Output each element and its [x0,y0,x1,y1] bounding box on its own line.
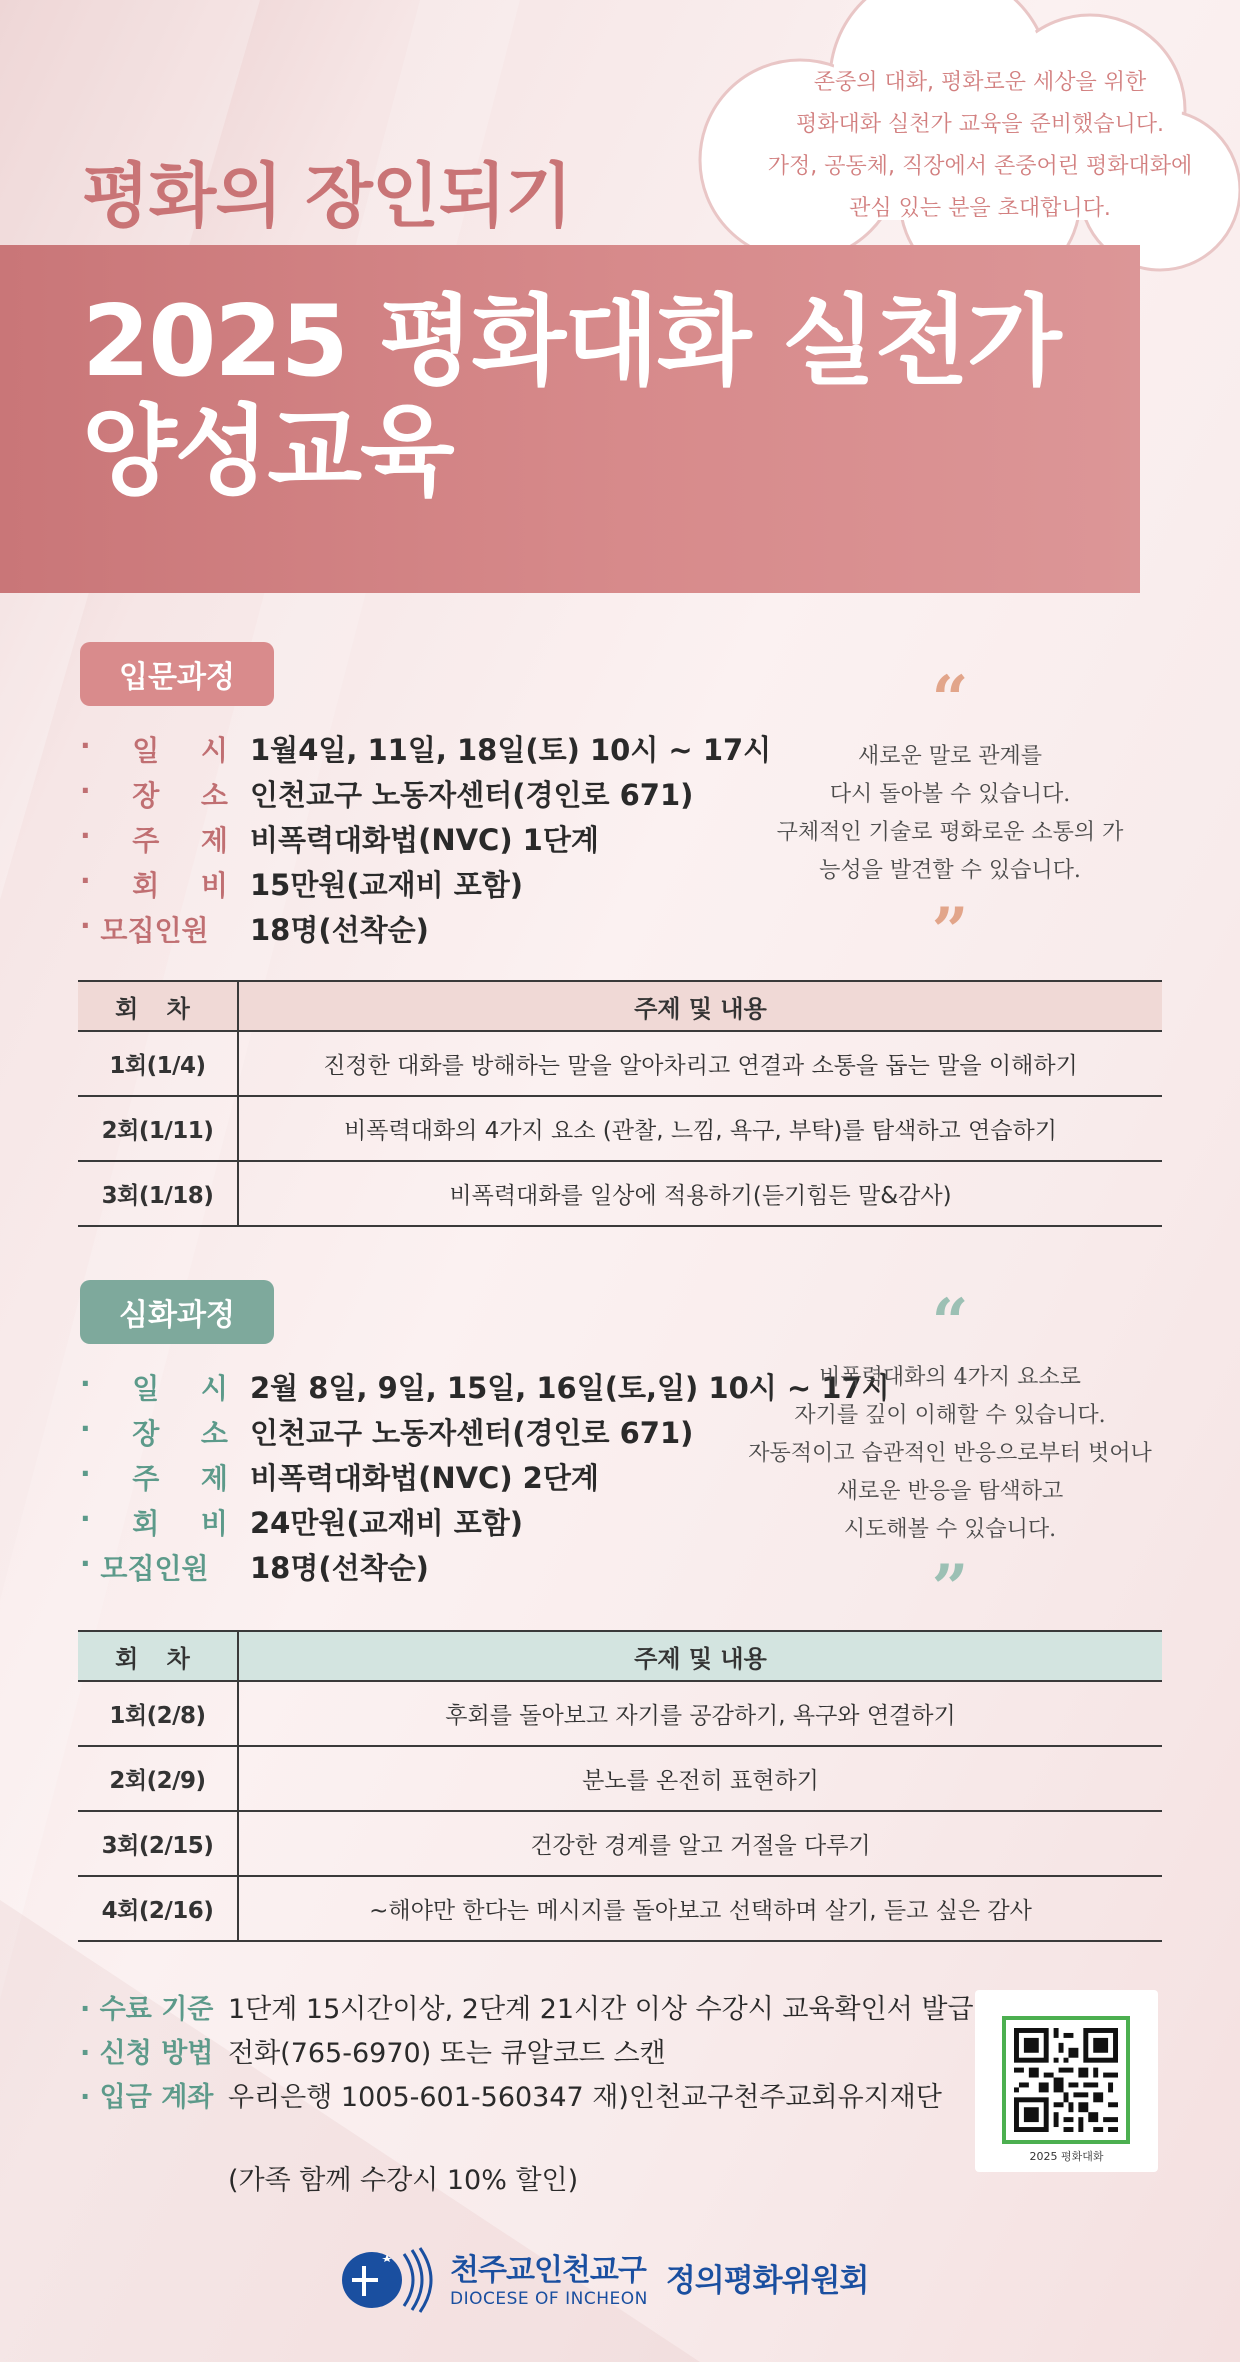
intro-line: 존중의 대화, 평화로운 세상을 위한 [813,70,1147,95]
footer-row-completion [80,1984,974,2028]
table-header: 주제 및 내용 [238,1631,1162,1681]
footer-label: · 수료 기준 [80,1993,214,2025]
table-row [78,1096,1162,1161]
quote-line: 새로운 반응을 탐색하고 [836,1479,1064,1504]
quote-line: 구체적인 기술로 평화로운 소통의 가 [776,820,1124,845]
quote-line: 시도해볼 수 있습니다. [843,1517,1057,1542]
intro-line: 평화대화 실천가 교육을 준비했습니다. [795,112,1164,137]
table-row [78,1681,1162,1746]
course-badge-intro: 입문과정 [80,642,274,706]
table-cell-topic: 비폭력대화를 일상에 적용하기(듣기힘든 말&감사) [238,1161,1162,1226]
logo-name-en: DIOCESE OF INCHEON [450,2289,648,2309]
footer-info-list [80,1984,974,2116]
footer-value: 전화(765-6970) 또는 큐알코드 스캔 [228,2037,666,2069]
info-value: 비폭력대화법(NVC) 2단계 [250,1461,599,1495]
info-value: 18명(선착순) [250,1551,429,1585]
quote-line: 다시 돌아볼 수 있습니다. [829,782,1071,807]
open-quote-icon: “ [931,662,969,737]
qr-code-card[interactable] [975,1990,1158,2172]
table-cell-session: 1회(2/8) [78,1681,238,1746]
quote-line: 비폭력대화의 4가지 요소로 [819,1365,1081,1390]
table-cell-session: 2회(2/9) [78,1746,238,1811]
qr-caption: 2025 평화대화 [1029,2150,1104,2163]
diocese-emblem-icon [338,2240,454,2314]
table-row [78,1811,1162,1876]
table-row [78,1876,1162,1941]
info-row-fee [80,861,771,906]
page-title-line-2: 양성교육 [82,395,453,509]
info-label: · 일 시 [80,728,228,767]
qr-code-icon[interactable] [1002,2016,1130,2144]
info-label: · 장 소 [80,773,228,812]
table-row [78,1746,1162,1811]
footer-value: 우리은행 1005-601-560347 재)인천교구천주교회유지재단 [228,2081,942,2113]
open-quote-icon: “ [931,1285,969,1360]
info-value: 1월4일, 11일, 18일(토) 10시 ~ 17시 [250,733,772,767]
course1-quote [760,662,1140,969]
footer-label: · 입금 계좌 [80,2081,214,2113]
info-label: · 일 시 [80,1366,228,1405]
discount-note: (가족 함께 수강시 10% 할인) [228,2165,579,2196]
table-cell-topic: 진정한 대화를 방해하는 말을 알아차리고 연결과 소통을 돕는 말을 이해하기 [238,1031,1162,1096]
info-value: 15만원(교재비 포함) [250,868,524,902]
table-header-row [78,981,1162,1031]
quote-line: 자기를 깊이 이해할 수 있습니다. [794,1403,1106,1428]
title-banner [0,245,1140,593]
quote-line: 새로운 말로 관계를 [857,744,1042,769]
info-value: 비폭력대화법(NVC) 1단계 [250,823,599,857]
table-cell-session: 4회(2/16) [78,1876,238,1941]
info-value: 2월 8일, 9일, 15일, 16일(토,일) 10시 ~ 17시 [250,1371,890,1405]
info-label: · 주 제 [80,818,228,857]
table-cell-topic: 건강한 경계를 알고 거절을 다루기 [238,1811,1162,1876]
table-cell-topic: 분노를 온전히 표현하기 [238,1746,1162,1811]
course2-schedule-table [78,1630,1162,1942]
quote-line: 능성을 발견할 수 있습니다. [819,858,1081,883]
course-badge-advanced: 심화과정 [80,1280,274,1344]
footer-value: 1단계 15시간이상, 2단계 21시간 이상 수강시 교육확인서 발급 [228,1993,974,2025]
table-header: 주제 및 내용 [238,981,1162,1031]
table-cell-topic: ~해야만 한다는 메시지를 돌아보고 선택하며 살기, 듣고 싶은 감사 [238,1876,1162,1941]
quote-line: 자동적이고 습관적인 반응으로부터 벗어나 [748,1441,1152,1466]
table-header: 회 차 [78,981,238,1031]
info-row-place [80,771,771,816]
info-label: · 장 소 [80,1411,228,1450]
intro-line: 관심 있는 분을 초대합니다. [849,196,1111,221]
course2-quote [735,1285,1165,1626]
footer-row-apply [80,2028,974,2072]
table-cell-topic: 후회를 돌아보고 자기를 공감하기, 욕구와 연결하기 [238,1681,1162,1746]
info-label: · 모집인원 [80,1546,209,1585]
logo-name-ko: 천주교인천교구 [450,2253,646,2288]
table-cell-session: 1회(1/4) [78,1031,238,1096]
table-cell-topic: 비폭력대화의 4가지 요소 (관찰, 느낌, 욕구, 부탁)를 탐색하고 연습하기 [238,1096,1162,1161]
info-row-date [80,726,771,771]
table-row [78,1161,1162,1226]
info-value: 인천교구 노동자센터(경인로 671) [250,1416,694,1450]
info-label: · 모집인원 [80,908,209,947]
info-row-capacity [80,906,771,951]
info-label: · 회 비 [80,1501,228,1540]
info-row-topic [80,816,771,861]
intro-line: 가정, 공동체, 직장에서 존중어린 평화대화에 [767,154,1193,179]
info-value: 18명(선착순) [250,913,429,947]
page-subtitle: 평화의 장인되기 [82,155,572,237]
qr-code-pattern [1014,2028,1118,2132]
course1-schedule-table [78,980,1162,1227]
page-title-line-1: 2025 평화대화 실천가 [82,285,1060,399]
course1-info-list [80,726,771,951]
info-label: · 주 제 [80,1456,228,1495]
info-value: 24만원(교재비 포함) [250,1506,524,1540]
table-cell-session: 2회(1/11) [78,1096,238,1161]
table-row [78,1031,1162,1096]
footer-row-account [80,2072,974,2116]
intro-bubble-text [740,62,1220,230]
organization-logo [338,2240,868,2314]
close-quote-icon: ” [931,1551,969,1626]
table-cell-session: 3회(2/15) [78,1811,238,1876]
table-header: 회 차 [78,1631,238,1681]
table-cell-session: 3회(1/18) [78,1161,238,1226]
logo-committee: 정의평화위원회 [665,2262,869,2299]
table-header-row [78,1631,1162,1681]
logo-text [450,2245,648,2309]
close-quote-icon: ” [931,894,969,969]
info-value: 인천교구 노동자센터(경인로 671) [250,778,694,812]
footer-label: · 신청 방법 [80,2037,214,2069]
info-label: · 회 비 [80,863,228,902]
